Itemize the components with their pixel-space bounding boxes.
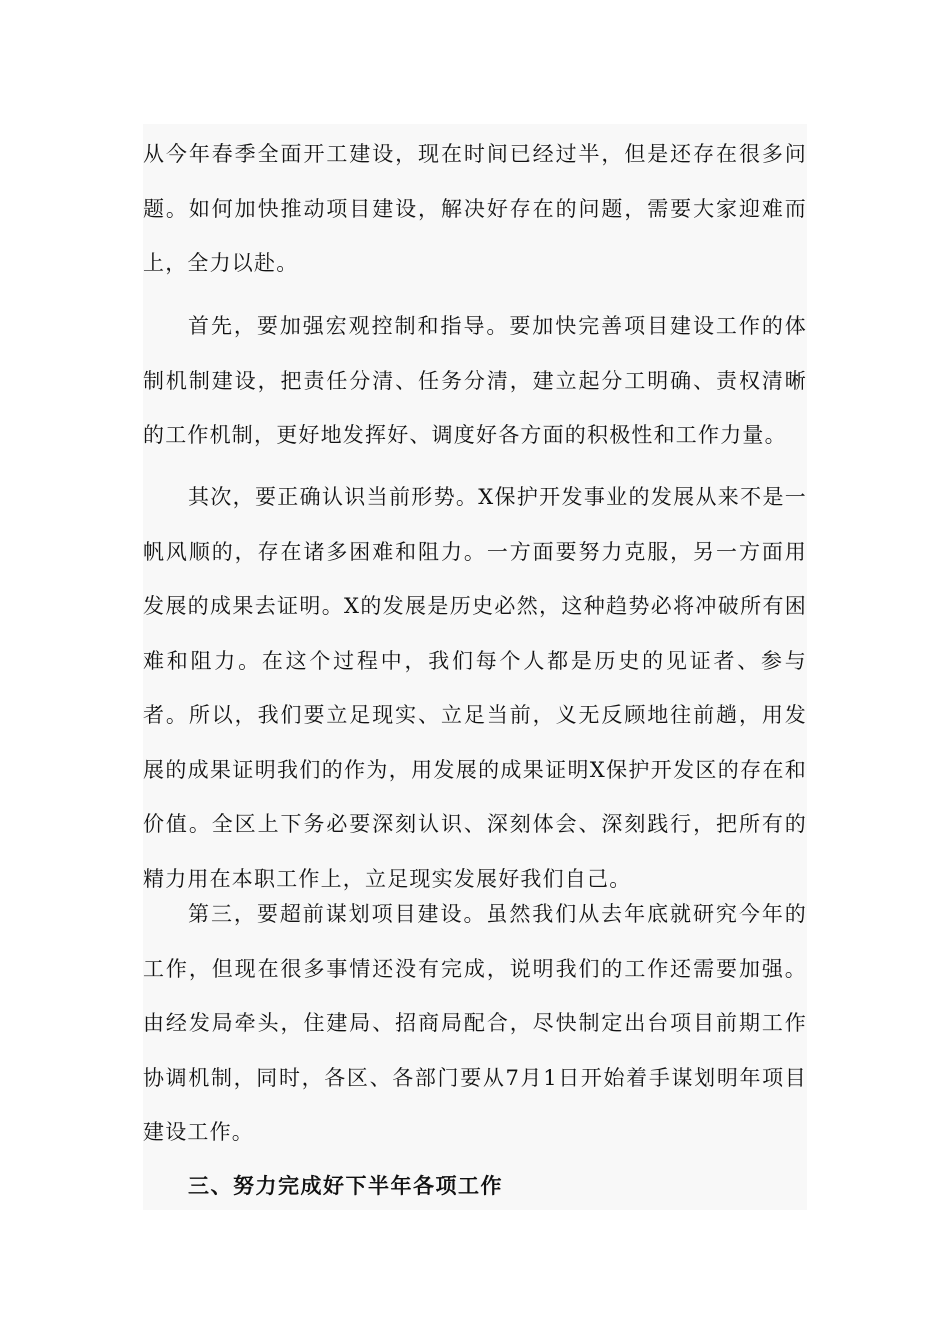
paragraph-first: 首先，要加强宏观控制和指导。要加快完善项目建设工作的体制机制建设，把责任分清、任务分清，建立起分工明确、责权清晰的工作机制，更好地发挥好、调度好各方面的积极性和工作力量。 (143, 314, 807, 447)
document-body (143, 124, 807, 1210)
paragraph-second: 其次，要正确认识当前形势。X保护开发事业的发展从来不是一帆风顺的，存在诸多困难和阻力。一方面要努力克服，另一方面用发展的成果去证明。X的发展是历史必然，这种趋势必将冲破所有困难和阻力。在这个过程中，我们每个人都是历史的见证者、参与者。所以，我们要立足现实、立足当前，义无反顾地往前趟，用发展的成果证明我们的作为，用发展的成果证明X保护开发区的存在和价值。全区上下务必要深刻认识、深刻体会、深刻践行，把所有的精力用在本职工作上，立足现实发展好我们自己。 (143, 485, 807, 891)
paragraph-continuation: 从今年春季全面开工建设，现在时间已经过半，但是还存在很多问题。如何加快推动项目建设，解决好存在的问题，需要大家迎难而上，全力以赴。 (143, 142, 807, 275)
paragraph-third: 第三，要超前谋划项目建设。虽然我们从去年底就研究今年的工作，但现在很多事情还没有完成，说明我们的工作还需要加强。由经发局牵头，住建局、招商局配合，尽快制定出台项目前期工作协调机制，同时，各区、各部门要从7月1日开始着手谋划明年项目建设工作。 (143, 902, 807, 1144)
section-heading: 三、努力完成好下半年各项工作 (188, 1174, 503, 1198)
